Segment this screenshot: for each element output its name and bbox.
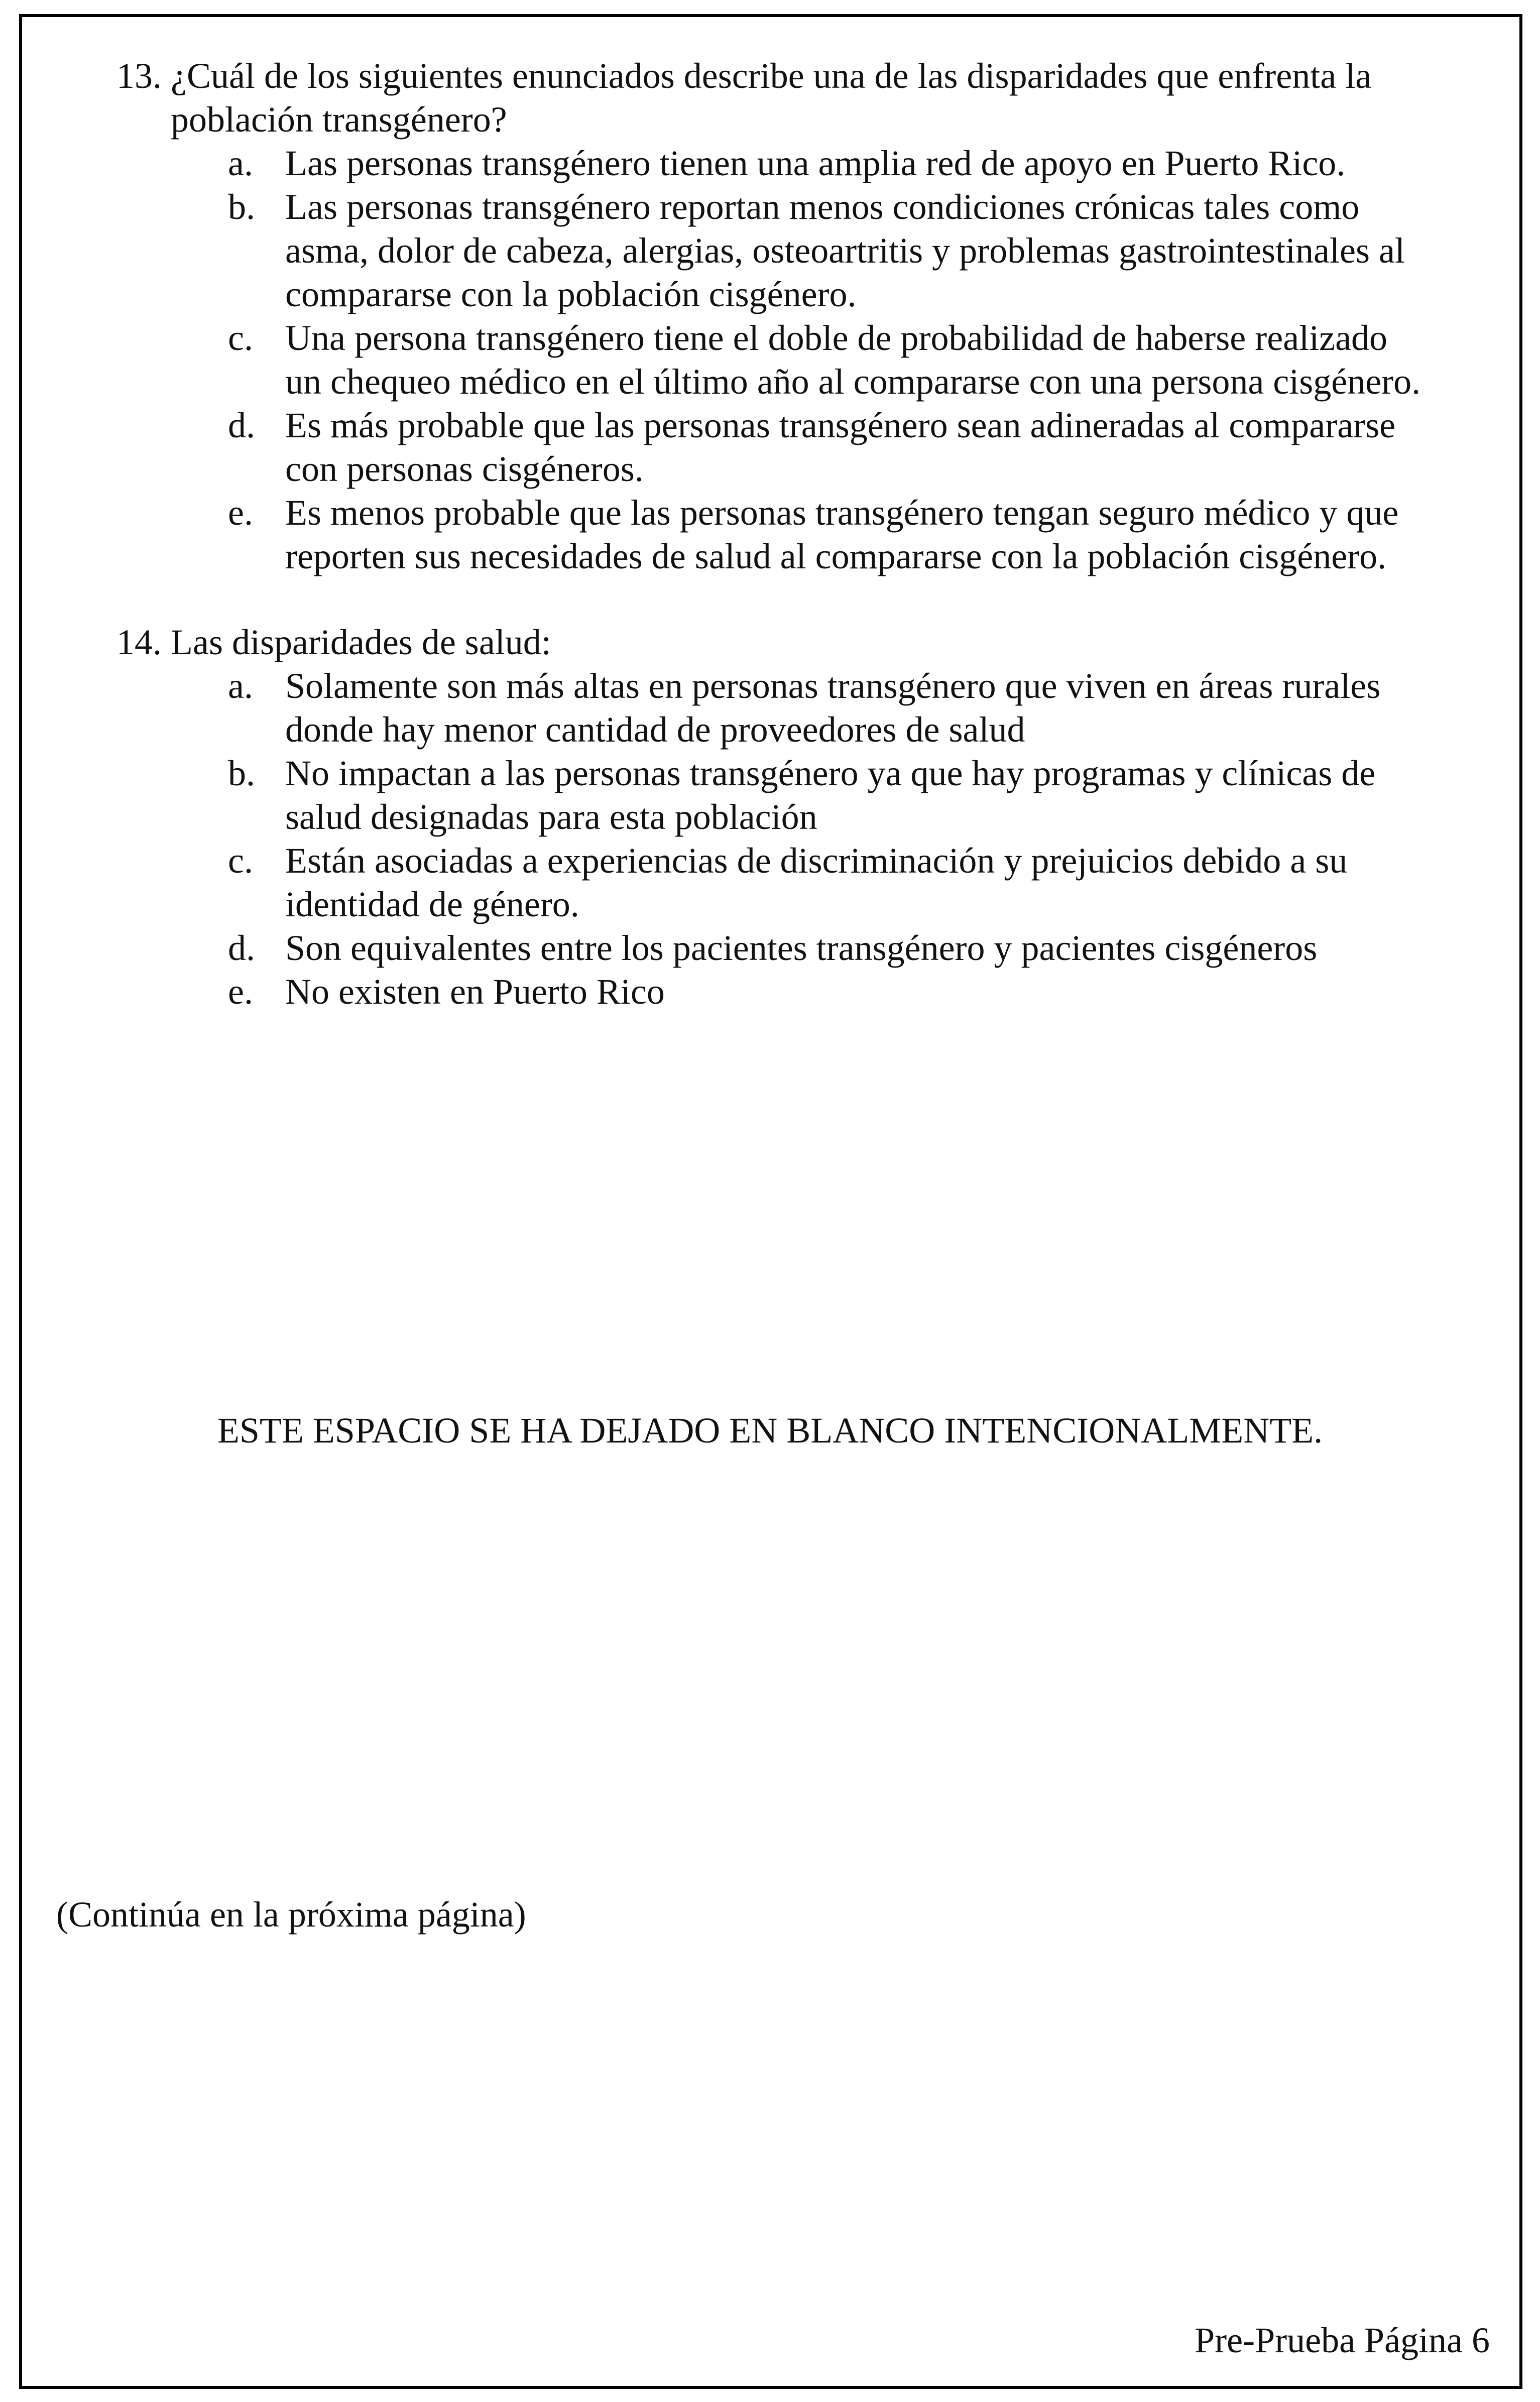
option-text-line: reporten sus necesidades de salud al compararse con la población cisgénero. xyxy=(285,536,1387,576)
option-text-line: compararse con la población cisgénero. xyxy=(285,274,857,314)
option-letter: a. xyxy=(228,666,253,706)
option-text-line: Solamente son más altas en personas transgénero que viven en áreas rurales xyxy=(285,666,1381,706)
option-letter: a. xyxy=(228,143,253,183)
option-letter: e. xyxy=(228,972,253,1012)
option-text-line: donde hay menor cantidad de proveedores de salud xyxy=(285,709,1025,750)
question-number: 13. xyxy=(116,56,162,96)
option-letter: c. xyxy=(228,840,253,881)
option-text-line: un chequeo médico en el último año al compararse con una persona cisgénero. xyxy=(285,362,1421,402)
option-letter: d. xyxy=(228,405,255,445)
option-text-line: Una persona transgénero tiene el doble de probabilidad de haberse realizado xyxy=(285,318,1388,358)
question-stem-line: Las disparidades de salud: xyxy=(171,622,551,662)
option-text-line: Las personas transgénero reportan menos condiciones crónicas tales como xyxy=(285,187,1360,227)
option-letter: c. xyxy=(228,318,253,358)
option-text-line: asma, dolor de cabeza, alergias, osteoartritis y problemas gastrointestinales al xyxy=(285,230,1405,271)
option-text-line: Es más probable que las personas transgénero sean adineradas al compararse xyxy=(285,405,1396,445)
option-letter: e. xyxy=(228,493,253,533)
option-letter: d. xyxy=(228,928,255,968)
option-text-line: Son equivalentes entre los pacientes transgénero y pacientes cisgéneros xyxy=(285,928,1318,968)
page-footer-label: Pre-Prueba Página 6 xyxy=(1195,2320,1490,2360)
question-stem-line: ¿Cuál de los siguientes enunciados describe una de las disparidades que enfrenta la xyxy=(171,56,1372,96)
option-text-line: Las personas transgénero tienen una amplia red de apoyo en Puerto Rico. xyxy=(285,143,1346,183)
option-text-line: identidad de género. xyxy=(285,884,579,924)
question-number: 14. xyxy=(116,622,162,662)
question-stem-line: población transgénero? xyxy=(171,99,507,140)
option-text-line: No impactan a las personas transgénero ya que hay programas y clínicas de xyxy=(285,753,1376,793)
option-text-line: No existen en Puerto Rico xyxy=(285,972,665,1012)
option-letter: b. xyxy=(228,753,255,793)
option-text-line: Es menos probable que las personas transgénero tengan seguro médico y que xyxy=(285,493,1399,533)
option-text-line: salud designadas para esta población xyxy=(285,797,817,837)
option-letter: b. xyxy=(228,187,255,227)
option-text-line: Están asociadas a experiencias de discriminación y prejuicios debido a su xyxy=(285,840,1348,881)
intentional-blank-notice: ESTE ESPACIO SE HA DEJADO EN BLANCO INTENCIONALMENTE. xyxy=(217,1410,1323,1451)
continue-next-page-note: (Continúa en la próxima página) xyxy=(56,1894,526,1935)
option-text-line: con personas cisgéneros. xyxy=(285,449,644,489)
